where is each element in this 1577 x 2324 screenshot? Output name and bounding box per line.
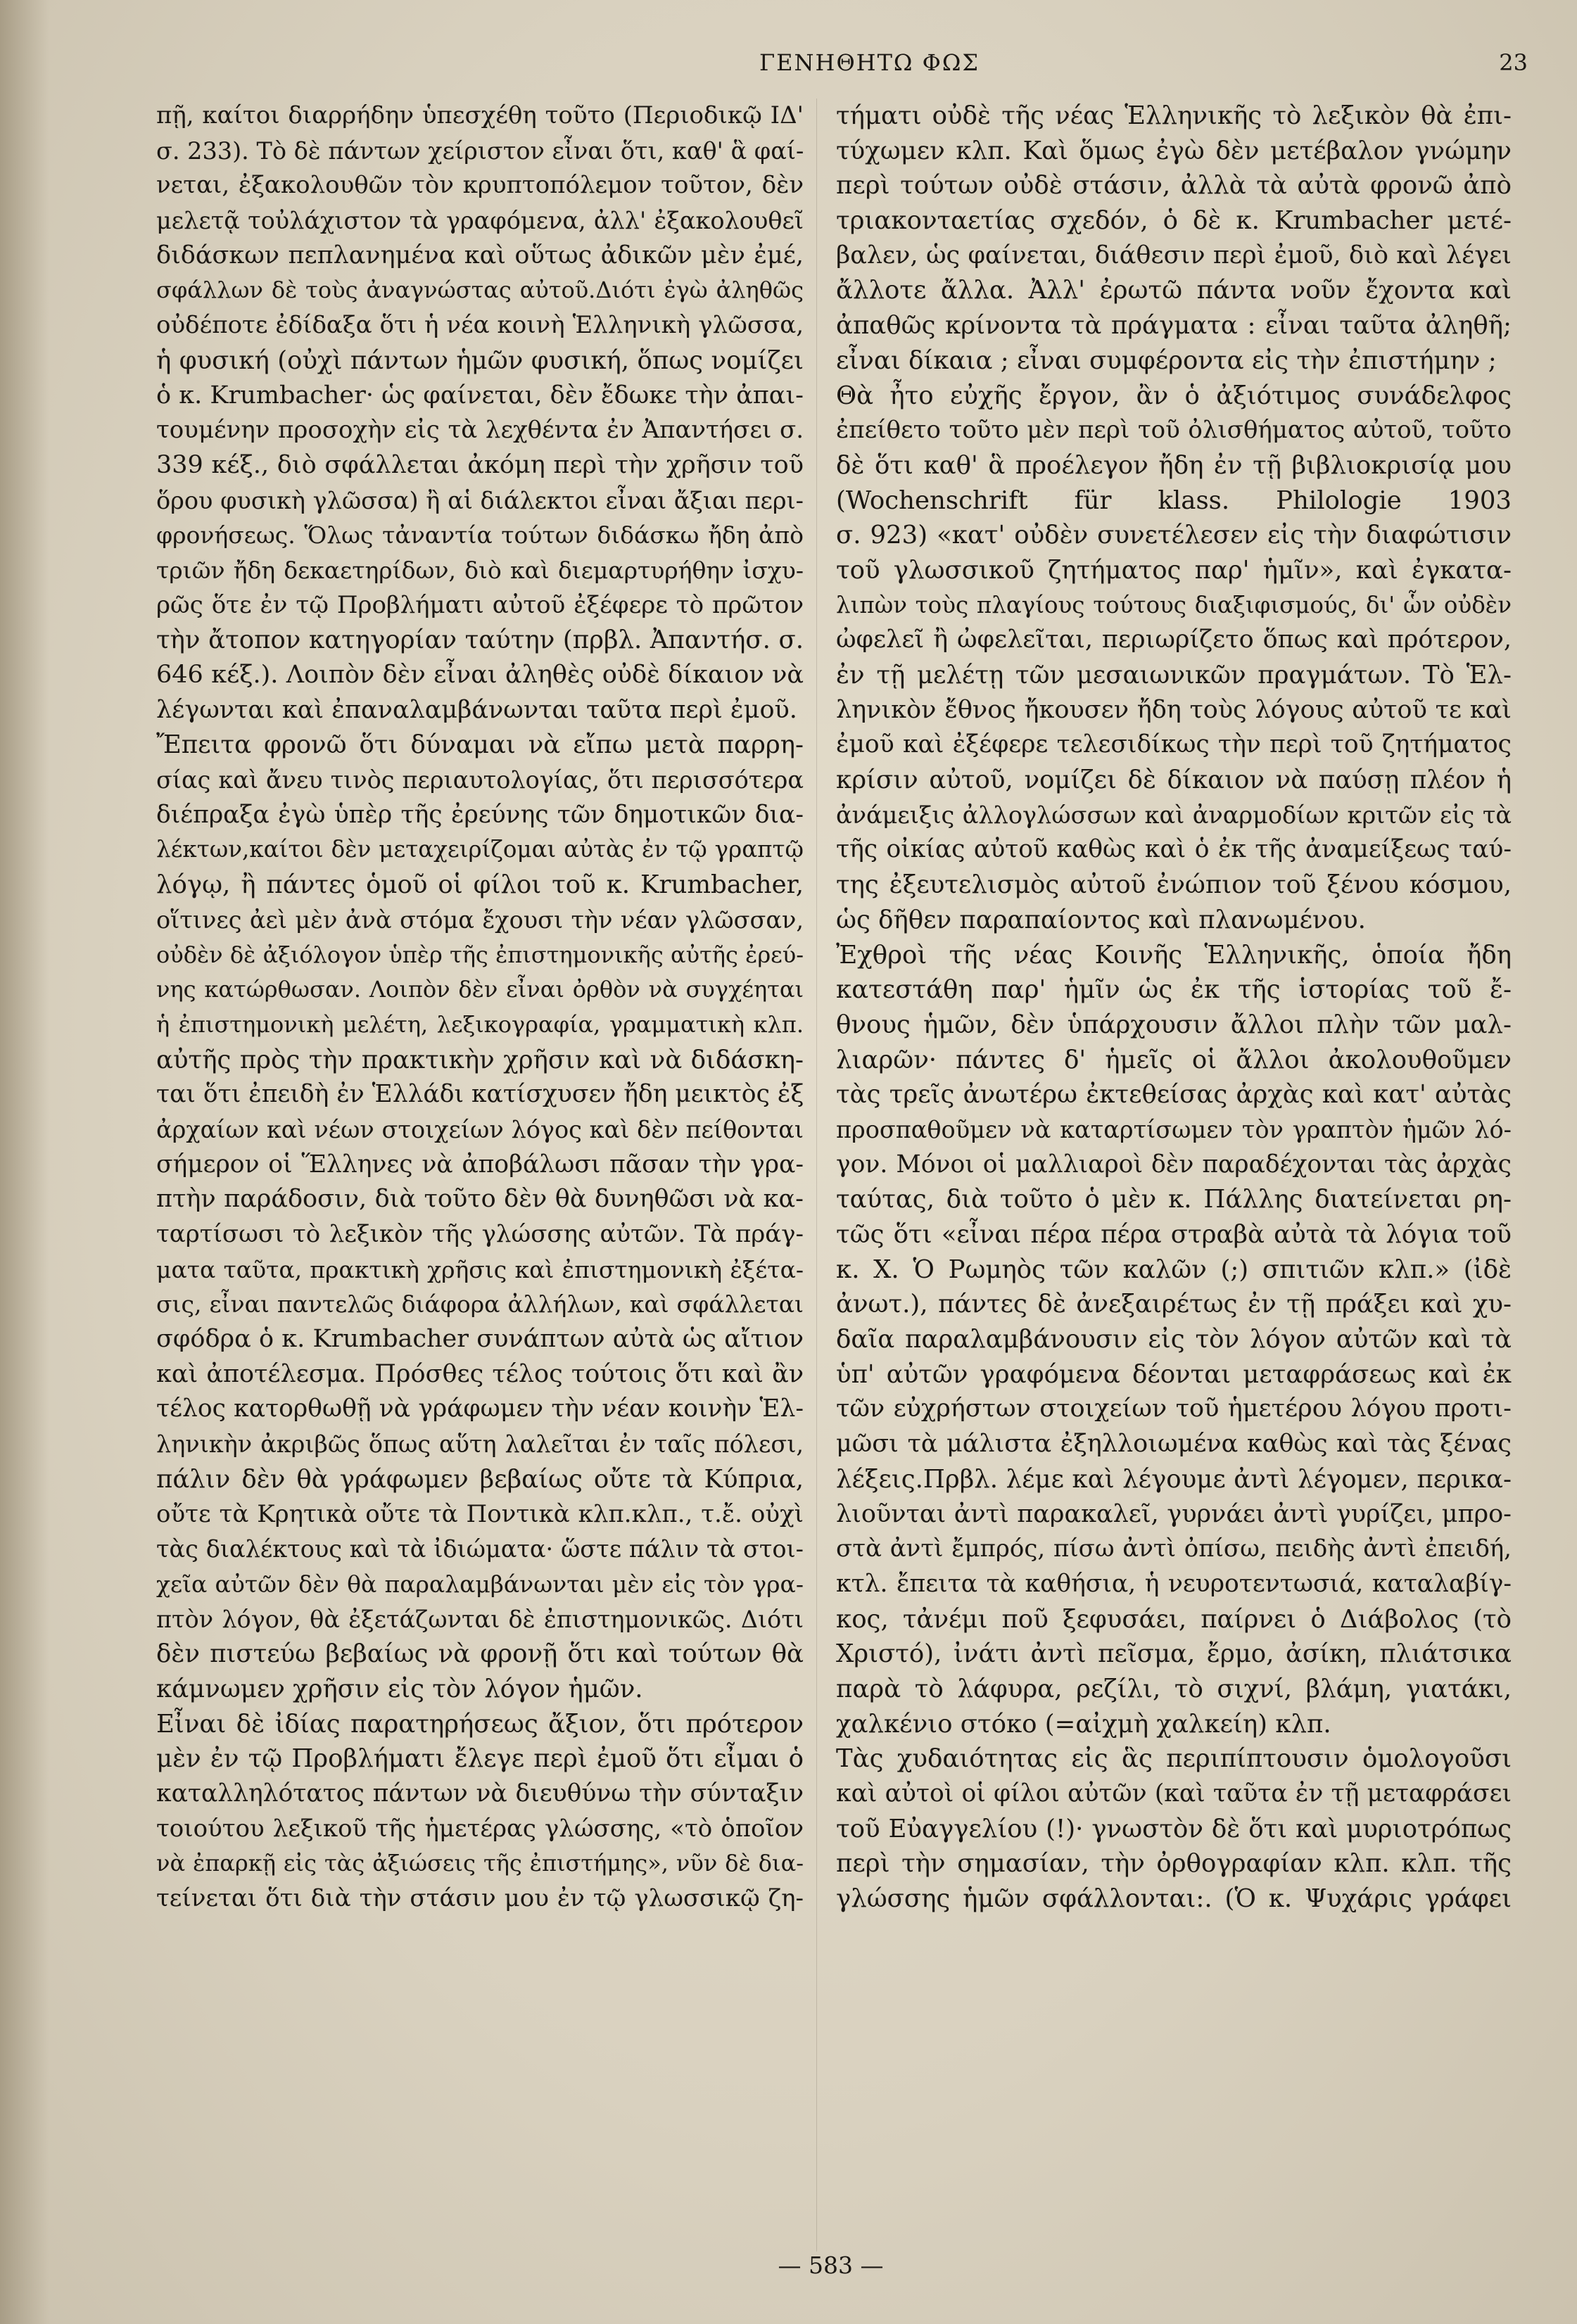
text-line: κάμνωμεν χρῆσιν εἰς τὸν λόγον ἡμῶν. <box>156 1674 643 1703</box>
text-line: λόγῳ, ἢ πάντες ὁμοῦ οἱ φίλοι τοῦ κ. Krumbacher, <box>156 870 804 900</box>
text-line: Εἶναι δὲ ἰδίας παρατηρήσεως ἄξιον, ὅτι πρότερον <box>156 1709 804 1739</box>
text-line: σίας καὶ ἄνευ τινὸς περιαυτολογίας, ὅτι περισσότερα <box>156 766 804 794</box>
text-line: ὠφελεῖ ἢ ὠφελεῖται, περιωρίζετο ὅπως καὶ πρότερον, <box>836 626 1512 654</box>
text-line: ματα ταῦτα, πρακτικὴ χρῆσις καὶ ἐπιστημονικὴ ἐξέτα- <box>156 1255 804 1283</box>
text-line: διδάσκων πεπλανημένα καὶ οὕτως ἀδικῶν μὲν ἐμέ, <box>156 241 804 269</box>
text-line: περὶ τούτων οὐδὲ στάσιν, ἀλλὰ τὰ αὐτὰ φρονῶ ἀπὸ <box>836 171 1512 201</box>
text-line: κτλ. ἔπειτα τὰ καθήσια, ἡ νευροτεντωσιά, καταλαβίγ- <box>836 1569 1512 1598</box>
text-line: νὰ ἐπαρκῇ εἰς τὰς ἀξιώσεις τῆς ἐπιστήμης», νῦν δὲ δια- <box>156 1850 804 1877</box>
text-line: τείνεται ὅτι διὰ τὴν στάσιν μου ἐν τῷ γλωσσικῷ ζη- <box>156 1884 804 1913</box>
text-line: Θὰ ἦτο εὐχῆς ἔργον, ἂν ὁ ἀξιότιμος συνάδελφος <box>836 381 1512 410</box>
text-line: ἄλλοτε ἄλλα. Ἀλλ' ἐρωτῶ πάντα νοῦν ἔχοντα καὶ <box>836 276 1512 305</box>
text-line: κατεστάθη παρ' ἡμῖν ὡς ἐκ τῆς ἱστορίας τοῦ ἔ- <box>836 975 1512 1005</box>
text-line: τοῦ γλωσσικοῦ ζητήματος παρ' ἡμῖν», καὶ ἐγκατα- <box>836 555 1512 585</box>
text-line: τριῶν ἤδη δεκαετηρίδων, διὸ καὶ διεμαρτυρήθην ἰσχυ- <box>156 556 804 584</box>
text-line: διέπραξα ἐγὼ ὑπὲρ τῆς ἐρεύνης τῶν δημοτικῶν δια- <box>156 800 804 829</box>
text-line: λέξεις.Πρβλ. λέμε καὶ λέγουμε ἀντὶ λέγομεν, περικα- <box>836 1464 1512 1494</box>
text-line: ἀνωτ.), πάντες δὲ ἀνεξαιρέτως ἐν τῇ πράξει καὶ χυ- <box>836 1290 1512 1319</box>
text-line: ὑπ' αὐτῶν γραφόμενα δέονται μεταφράσεως καὶ ἐκ <box>836 1359 1512 1389</box>
text-line: οἵτινες ἀεὶ μὲν ἀνὰ στόμα ἔχουσι τὴν νέαν γλῶσσαν, <box>156 906 804 934</box>
text-line: κρίσιν αὐτοῦ, νομίζει δὲ δίκαιον νὰ παύσῃ πλέον ἡ <box>836 766 1512 795</box>
text-line: ταύτας, διὰ τοῦτο ὁ μὲν κ. Πάλλης διατείνεται ρη- <box>836 1185 1512 1214</box>
right-column <box>836 99 1512 1917</box>
text-line: τριακονταετίας σχεδόν, ὁ δὲ κ. Krumbacher μετέ- <box>836 206 1512 236</box>
text-line: τοῦ Εὐαγγελίου (!)· γνωστὸν δὲ ὅτι καὶ μυριοτρόπως <box>836 1814 1512 1843</box>
text-line: τουμένην προσοχὴν εἰς τὰ λεχθέντα ἐν Ἀπαντήσει σ. <box>156 416 804 445</box>
text-line: ἐπείθετο τοῦτο μὲν περὶ τοῦ ὀλισθήματος αὐτοῦ, τοῦτο <box>836 416 1512 445</box>
text-line: σφάλλων δὲ τοὺς ἀναγνώστας αὐτοῦ.Διότι ἐγὼ ἀληθῶς <box>156 277 804 304</box>
text-line: ληνικὸν ἔθνος ἤκουσεν ἤδη τοὺς λόγους αὐτοῦ τε καὶ <box>836 695 1512 724</box>
text-line: καταλληλότατος πάντων νὰ διευθύνω τὴν σύνταξιν <box>156 1779 804 1808</box>
text-line: Ἐχθροὶ τῆς νέας Κοινῆς Ἑλληνικῆς, ὁποία ἤδη <box>836 940 1512 970</box>
text-line: ὡς δῆθεν παραπαίοντος καὶ πλανωμένου. <box>836 905 1366 934</box>
text-line: τὰς τρεῖς ἀνωτέρω ἐκτεθείσας ἀρχὰς καὶ κατ' αὐτὰς <box>836 1080 1512 1110</box>
text-line: ἀπαθῶς κρίνοντα τὰ πράγματα : εἶναι ταῦτα ἀληθῆ; <box>836 311 1512 341</box>
text-line: τέλος κατορθωθῇ νὰ γράφωμεν τὴν νέαν κοινὴν Ἑλ- <box>156 1395 804 1423</box>
text-line: ὁ κ. Krumbacher· ὡς φαίνεται, δὲν ἔδωκε τὴν ἀπαι- <box>156 381 804 409</box>
text-line: μελετᾷ τοὐλάχιστον τὰ γραφόμενα, ἀλλ' ἐξακολουθεῖ <box>156 207 804 235</box>
text-line: ἐν τῇ μελέτῃ τῶν μεσαιωνικῶν πραγμάτων. Τὸ Ἑλ- <box>836 661 1512 690</box>
text-line: τὴν ἄτοπον κατηγορίαν ταύτην (πρβλ. Ἀπαντήσ. σ. <box>156 626 804 655</box>
text-line: ὅρου φυσικὴ γλῶσσα) ἢ αἱ διάλεκτοι εἶναι ἄξιαι περι- <box>156 486 804 514</box>
text-line: γον. Μόνοι οἱ μαλλιαροὶ δὲν παραδέχονται τὰς ἀρχὰς <box>836 1150 1512 1179</box>
text-line: λιαρῶν· πάντες δ' ἡμεῖς οἱ ἄλλοι ἀκολουθοῦμεν <box>836 1045 1512 1074</box>
text-line: 339 κέξ., διὸ σφάλλεται ἀκόμη περὶ τὴν χρῆσιν τοῦ <box>156 450 804 479</box>
text-line: κ. Χ. Ὁ Ρωμηὸς τῶν καλῶν (;) σπιτιῶν κλπ.» (ἰδὲ <box>836 1255 1512 1284</box>
text-line: αὐτῆς πρὸς τὴν πρακτικὴν χρῆσιν καὶ νὰ διδάσκη- <box>156 1045 804 1074</box>
text-line: παρὰ τὸ λάφυρα, ρεζίλι, τὸ σιχνί, βλάμη, γιατάκι, <box>836 1674 1512 1703</box>
text-line: ται ὅτι ἐπειδὴ ἐν Ἑλλάδι κατίσχυσεν ἤδη μεικτὸς ἐξ <box>156 1080 804 1109</box>
text-line: χαλκένιο στόκο (=αἰχμὴ χαλκείη) κλπ. <box>836 1709 1331 1739</box>
text-line: τοιούτου λεξικοῦ τῆς ἡμετέρας γλώσσης, «τὸ ὁποῖον <box>156 1814 804 1843</box>
running-title: ΓΕΝΗΘΗΤΩ ΦΩΣ <box>759 49 980 76</box>
text-line: σφόδρα ὁ κ. Krumbacher συνάπτων αὐτὰ ὡς αἴτιον <box>156 1325 804 1354</box>
text-line: σ. 233). Τὸ δὲ πάντων χείριστον εἶναι ὅτι, καθ' ἃ φαί- <box>156 136 804 165</box>
text-line: χεῖα αὐτῶν δὲν θὰ παραλαμβάνωνται μὲν εἰς τὸν γρα- <box>156 1570 804 1598</box>
text-line: ἡ φυσική (οὐχὶ πάντων ἡμῶν φυσική, ὅπως νομίζει <box>156 345 804 375</box>
text-line: βαλεν, ὡς φαίνεται, διάθεσιν περὶ ἐμοῦ, διὸ καὶ λέγει <box>836 241 1512 269</box>
text-line: τῶν εὐχρήστων στοιχείων τοῦ ἡμετέρου λόγου προτι- <box>836 1395 1512 1423</box>
text-line: τὰς διαλέκτους καὶ τὰ ἰδιώματα· ὥστε πάλιν τὰ στοι- <box>156 1535 804 1563</box>
text-line: μῶσι τὰ μάλιστα ἐξηλλοιωμένα καθὼς καὶ τὰς ξένας <box>836 1430 1512 1459</box>
text-line: σ. 923) «κατ' οὐδὲν συνετέλεσεν εἰς τὴν διαφώτισιν <box>836 521 1512 550</box>
text-line: νεται, ἐξακολουθῶν τὸν κρυπτοπόλεμον τοῦτον, δὲν <box>156 171 804 200</box>
text-line: ἐμοῦ καὶ ἐξέφερε τελεσιδίκως τὴν περὶ τοῦ ζητήματος <box>836 730 1512 759</box>
text-line: λέκτων,καίτοι δὲν μεταχειρίζομαι αὐτὰς ἐν τῷ γραπτῷ <box>156 836 804 863</box>
text-line: στὰ ἀντὶ ἔμπρός, πίσω ἀντὶ ὀπίσω, πειδὴς ἀντὶ ἐπειδή, <box>836 1535 1512 1563</box>
text-line: πτὸν λόγον, θὰ ἐξετάζωνται δὲ ἐπιστημονικῶς. Διότι <box>156 1605 804 1633</box>
text-line: πτὴν παράδοσιν, διὰ τοῦτο δὲν θὰ δυνηθῶσι νὰ κα- <box>156 1185 804 1214</box>
text-line: φρονήσεως. Ὅλως τἀναντία τούτων διδάσκω ἤδη ἀπὸ <box>156 521 804 550</box>
text-line: σήμερον οἱ Ἕλληνες νὰ ἀποβάλωσι πᾶσαν τὴν γρα- <box>156 1150 804 1179</box>
text-line: 646 κέξ.). Λοιπὸν δὲν εἶναι ἀληθὲς οὐδὲ δίκαιον νὰ <box>156 661 804 689</box>
text-line: οὔτε τὰ Κρητικὰ οὔτε τὰ Ποντικὰ κλπ.κλπ., τ.ἔ. οὐχὶ <box>156 1499 804 1528</box>
text-line: ρῶς ὅτε ἐν τῷ Προβλήματι αὐτοῦ ἐξέφερε τὸ πρῶτον <box>156 590 804 619</box>
text-line: μὲν ἐν τῷ Προβλήματι ἔλεγε περὶ ἐμοῦ ὅτι εἶμαι ὁ <box>156 1744 804 1774</box>
footer-page-number: — 583 — <box>778 2252 884 2279</box>
text-line: τύχωμεν κλπ. Καὶ ὅμως ἐγὼ δὲν μετέβαλον γνώμην <box>836 136 1512 165</box>
text-line: πάλιν δὲν θὰ γράφωμεν βεβαίως οὔτε τὰ Κύπρια, <box>156 1464 804 1494</box>
text-line: Ἔπειτα φρονῶ ὅτι δύναμαι νὰ εἴπω μετὰ παρρη- <box>156 730 804 760</box>
text-line: (Wochenschrift für klass. Philologie 1903 <box>836 485 1512 515</box>
text-line: τήματι οὐδὲ τῆς νέας Ἑλληνικῆς τὸ λεξικὸν θὰ ἐπι- <box>836 101 1512 130</box>
text-line: ταρτίσωσι τὸ λεξικὸν τῆς γλώσσης αὐτῶν. Τὰ πράγ- <box>156 1220 804 1248</box>
text-line: δαῖα παραλαμβάνουσιν εἰς τὸν λόγον αὐτῶν καὶ τὰ <box>836 1325 1512 1354</box>
text-line: καὶ αὐτοὶ οἱ φίλοι αὐτῶν (καὶ ταῦτα ἐν τῇ μεταφράσει <box>836 1779 1512 1808</box>
text-line: γλώσσης ἡμῶν σφάλλονται:. (Ὁ κ. Ψυχάρις γράφει <box>836 1884 1512 1914</box>
text-line: ἀνάμειξις ἀλλογλώσσων καὶ ἀναρμοδίων κριτῶν εἰς τὰ <box>836 801 1512 829</box>
text-line: οὐδὲν δὲ ἀξιόλογον ὑπὲρ τῆς ἐπιστημονικῆς αὐτῆς ἐρεύ- <box>156 941 804 968</box>
text-line: προσπαθοῦμεν νὰ καταρτίσωμεν τὸν γραπτὸν ἡμῶν λό- <box>836 1115 1512 1143</box>
column-divider <box>816 99 817 2252</box>
text-line: Τὰς χυδαιότητας εἰς ἃς περιπίπτουσιν ὁμολογοῦσι <box>836 1744 1512 1774</box>
text-line: δὲ ὅτι καθ' ἃ προέλεγον ἤδη ἐν τῇ βιβλιοκρισίᾳ μου <box>836 450 1512 480</box>
text-line: λιπὼν τοὺς πλαγίους τούτους διαξιφισμούς, δι' ὧν οὐδὲν <box>836 591 1512 618</box>
text-line: θνους ἡμῶν, δὲν ὑπάρχουσιν ἄλλοι πλὴν τῶν μαλ- <box>836 1010 1512 1039</box>
text-line: εἶναι δίκαια ; εἶναι συμφέροντα εἰς τὴν ἐπιστήμην ; <box>836 345 1497 375</box>
text-line: της ἐξευτελισμὸς αὐτοῦ ἐνώπιον τοῦ ξένου κόσμου, <box>836 870 1512 900</box>
page-header <box>127 49 1528 84</box>
text-line: κος, τἀνέμι ποῦ ξεφυσάει, παίρνει ὁ Διάβολος (τὸ <box>836 1604 1512 1634</box>
page-edge-shadow <box>0 0 49 2324</box>
text-line: ἀρχαίων καὶ νέων στοιχείων λόγος καὶ δὲν πείθονται <box>156 1115 804 1143</box>
text-line: σις, εἶναι παντελῶς διάφορα ἀλλήλων, καὶ σφάλλεται <box>156 1290 804 1319</box>
text-line: λέγωνται καὶ ἐπαναλαμβάνωνται ταῦτα περὶ ἐμοῦ. <box>156 695 797 724</box>
text-line: οὐδέποτε ἐδίδαξα ὅτι ἡ νέα κοινὴ Ἑλληνικὴ γλῶσσα, <box>156 311 804 340</box>
text-line: λιοῦνται ἀντὶ παρακαλεῖ, γυρνάει ἀντὶ γυρίζει, μπρο- <box>836 1499 1512 1528</box>
text-line: ἡ ἐπιστημονικὴ μελέτη, λεξικογραφία, γραμματικὴ κλπ. <box>156 1010 804 1038</box>
text-line: περὶ τὴν σημασίαν, τὴν ὀρθογραφίαν κλπ. κλπ. τῆς <box>836 1849 1512 1879</box>
left-column <box>156 99 804 1917</box>
text-line: Χριστό), ἰνάτι ἀντὶ πεῖσμα, ἔρμο, ἀσίκη, πλιάτσικα <box>836 1639 1512 1669</box>
text-line: τῶς ὅτι «εἶναι πέρα πέρα στραβὰ αὐτὰ τὰ λόγια τοῦ <box>836 1220 1512 1249</box>
text-line: δὲν πιστεύω βεβαίως νὰ φρονῇ ὅτι καὶ τούτων θὰ <box>156 1639 804 1669</box>
text-line: νης κατώρθωσαν. Λοιπὸν δὲν εἶναι ὀρθὸν νὰ συγχέηται <box>156 976 804 1003</box>
text-line: ληνικὴν ἀκριβῶς ὅπως αὕτη λαλεῖται ἐν ταῖς πόλεσι, <box>156 1430 804 1459</box>
page-number: 23 <box>1499 49 1528 76</box>
text-line: τῆς οἰκίας αὐτοῦ καθὼς καὶ ὁ ἐκ τῆς ἀναμείξεως ταύ- <box>836 835 1512 864</box>
text-line: καὶ ἀποτέλεσμα. Πρόσθες τέλος τούτοις ὅτι καὶ ἂν <box>156 1359 804 1388</box>
text-line: πῇ, καίτοι διαρρήδην ὑπεσχέθη τοῦτο (Περιοδικῷ ΙΔ' <box>156 101 804 129</box>
